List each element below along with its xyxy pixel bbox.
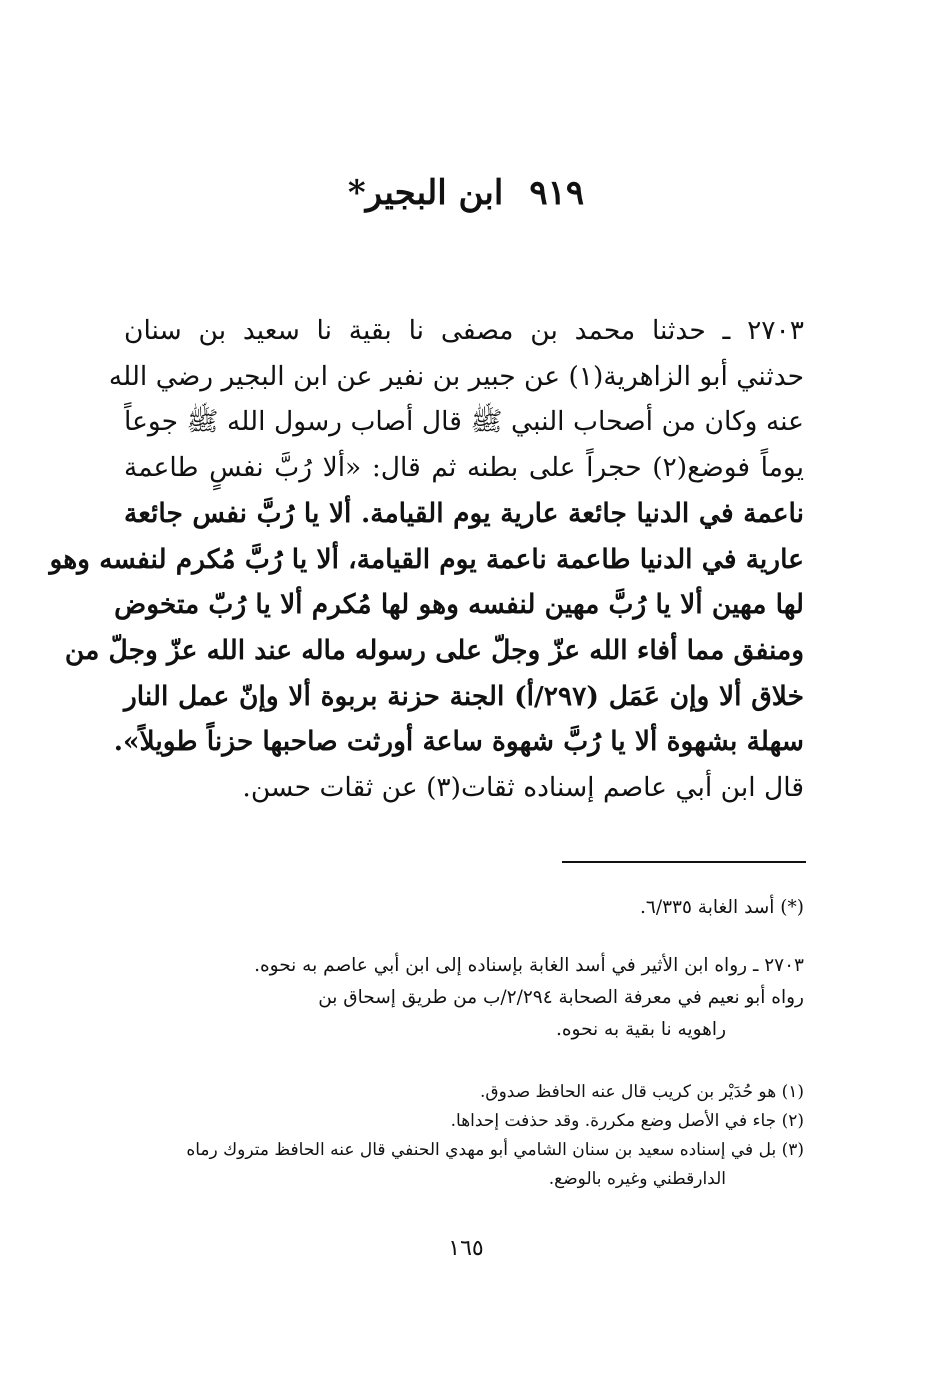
hadith-line: ناعمة في الدنيا جائعة عارية يوم القيامة. ألا يا رُبَّ نفس جائعة [124,497,804,529]
source-note [124,892,804,924]
takhrij-line: رواه أبو نعيم في معرفة الصحابة ٢/٢٩٤/ب من طريق إسحاق بن [318,987,804,1008]
hadith-line: ٢٧٠٣ ـ حدثنا محمد بن مصفى نا بقية نا سعيد بن سنان [124,315,804,346]
takhrij-note [124,950,804,1046]
footnotes [124,1078,804,1194]
hadith-line: عارية في الدنيا طاعمة ناعمة يوم القيامة، ألا يا رُبَّ مُكرم لنفسه وهو [49,543,804,575]
hadith-line: خلاق ألا وإن عَمَل (٢٩٧/أ) الجنة حزنة بربوة ألا وإنّ عمل النار [124,680,804,712]
hadith-line: يوماً فوضع(٢) حجراً على بطنه ثم قال: «ألا رُبَّ نفسٍ طاعمة [124,452,804,484]
hadith-text [49,308,804,811]
hadith-line: سهلة بشهوة ألا يا رُبَّ شهوة ساعة أورثت صاحبها حزناً طويلاً». [113,726,804,758]
footnote: (١) هو حُدَيْر بن كريب قال عنه الحافظ صدوق. [479,1082,804,1102]
footnote: (٣) بل في إسناده سعيد بن سنان الشامي أبو مهدي الحنفي قال عنه الحافظ متروك رماه [186,1140,804,1160]
entry-title: ابن البجير* [347,173,504,213]
hadith-line: قال ابن أبي عاصم إسناده ثقات(٣) عن ثقات حسن. [242,772,804,804]
source-note-line: (*) أسد الغابة ٦/٣٣٥. [640,897,804,918]
hadith-line: عنه وكان من أصحاب النبي ﷺ قال أصاب رسول الله ﷺ جوعاً [124,406,804,438]
entry-number: ٩١٩ [529,173,585,213]
footnote: الدارقطني وغيره بالوضع. [548,1169,726,1189]
entry-heading [0,168,932,218]
footnote: (٢) جاء في الأصل وضع مكررة. وقد حذفت إحداها. [450,1111,804,1131]
hadith-line: حدثني أبو الزاهرية(١) عن جبير بن نفير عن ابن البجير رضي الله [108,360,804,392]
page-number: ١٦٥ [448,1236,484,1261]
takhrij-line: راهويه نا بقية به نحوه. [555,1019,726,1040]
takhrij-line: ٢٧٠٣ ـ رواه ابن الأثير في أسد الغابة بإسناده إلى ابن أبي عاصم به نحوه. [254,955,804,976]
hadith-line: ومنفق مما أفاء الله عزّ وجلّ على رسوله ماله عند الله عزّ وجلّ من [64,634,804,666]
hadith-line: لها مهين ألا يا رُبَّ مهين لنفسه وهو لها مُكرم ألا يا رُبّ متخوض [114,589,804,621]
footnote-divider [562,861,806,863]
